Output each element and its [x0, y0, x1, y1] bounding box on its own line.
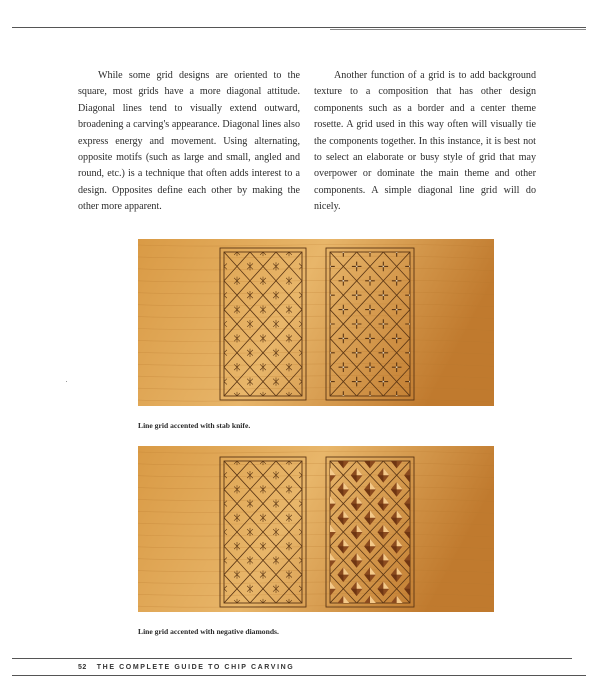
footer-rule-bottom [12, 675, 586, 676]
text-column-right [314, 68, 536, 216]
book-title: THE COMPLETE GUIDE TO CHIP CARVING [96, 664, 295, 671]
footer-rule-top [12, 658, 572, 659]
figure-caption-1: Line grid accented with stab knife. [138, 421, 251, 430]
left-paragraph: While some grid designs are oriented to the square, most grids have a more diagonal attitude. Diagonal lines tend to visually extend outward, broadening a carving's appearance. Diagonal lines also express energy and movement. Using alternating, opposite motifs (such as large and small, angled and round, etc.) is a technique that often adds interest to a design. Opposites define each other by making the other more apparent. [78, 70, 300, 213]
stab-highlight [342, 309, 344, 311]
stab-highlight [342, 338, 344, 340]
photo-negative-diamond-grid [138, 446, 494, 612]
stab-highlight [382, 266, 384, 268]
stab-highlight [396, 338, 398, 340]
stab-highlight [356, 323, 358, 325]
page-speck [66, 381, 67, 382]
stab-highlight [382, 294, 384, 296]
photo-stab-knife-grid [138, 239, 494, 406]
stab-highlight [369, 338, 371, 340]
stab-highlight [342, 366, 344, 368]
header-rule [12, 27, 586, 28]
stab-highlight [396, 280, 398, 282]
wood-board [138, 239, 494, 406]
stab-highlight [382, 352, 384, 354]
stab-highlight [356, 352, 358, 354]
stab-highlight [342, 280, 344, 282]
stab-highlight [356, 381, 358, 383]
stab-highlight [396, 309, 398, 311]
stab-highlight [382, 381, 384, 383]
stab-highlight [369, 309, 371, 311]
header-rule-accent [330, 29, 586, 30]
running-footer [78, 664, 294, 671]
wood-board [138, 446, 494, 612]
stab-highlight [369, 366, 371, 368]
stab-highlight [396, 366, 398, 368]
right-paragraph: Another function of a grid is to add background texture to a composition that has other design components such as a border and a center theme rosette. A grid used in this way often will visually tie the components together. In this instance, it is best not to select an elaborate or busy style of grid that may overpower or dominate the main theme and other components. A simple diagonal line grid will do nicely. [314, 70, 536, 213]
stab-highlight [369, 280, 371, 282]
stab-highlight [356, 294, 358, 296]
stab-highlight [382, 323, 384, 325]
stab-highlight [356, 266, 358, 268]
page-number: 52 [78, 664, 87, 671]
text-column-left [78, 68, 300, 216]
figure-caption-2: Line grid accented with negative diamonds. [138, 627, 279, 636]
